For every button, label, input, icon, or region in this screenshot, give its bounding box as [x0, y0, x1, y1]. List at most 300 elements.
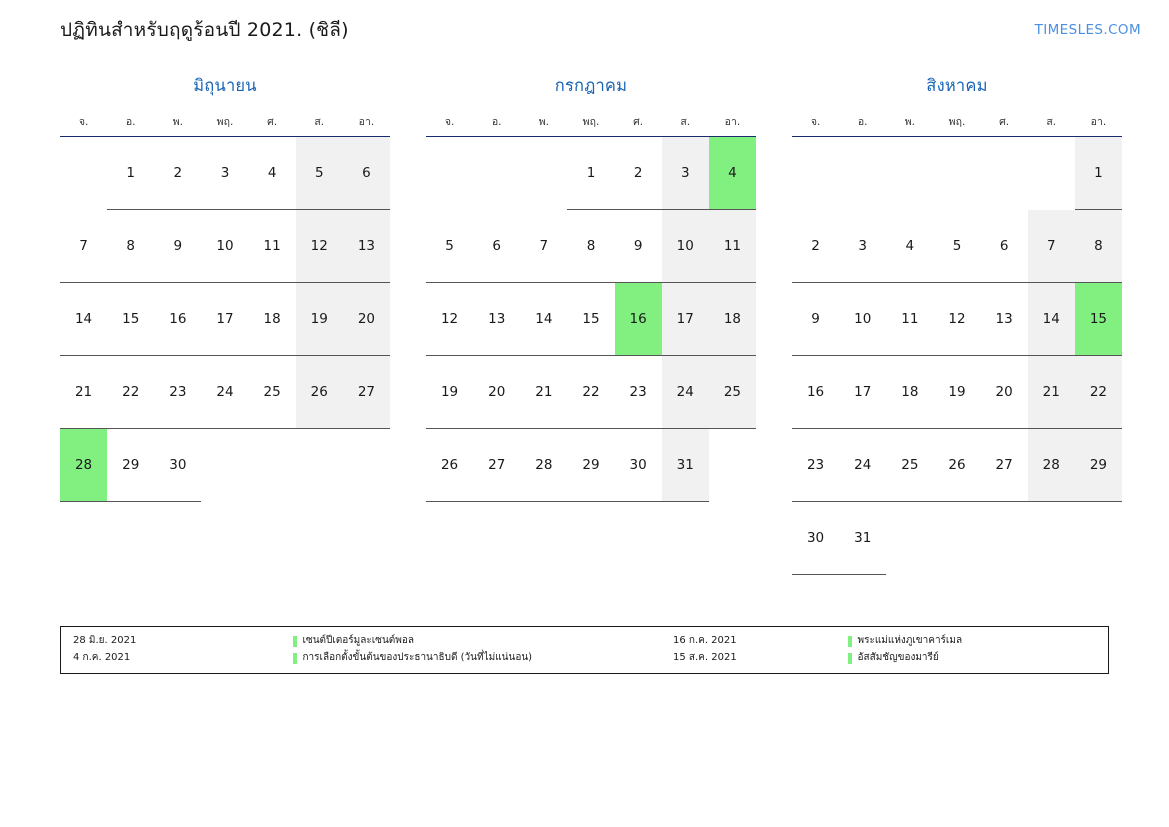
day-number: 30 [615, 429, 662, 502]
week-row [60, 210, 390, 283]
day-cell[interactable] [615, 429, 662, 502]
day-number: 29 [567, 429, 614, 502]
weekday-header-2: พ. [886, 111, 933, 137]
weekday-header-1: อ. [839, 111, 886, 137]
day-number [933, 137, 980, 210]
day-number [933, 502, 980, 575]
day-cell[interactable] [1075, 210, 1122, 283]
day-number: 31 [662, 429, 709, 502]
legend-text: การเลือกตั้งขั้นต้นของประธานาธิบดี (วันที่ไม่แน่นอน) [302, 652, 533, 663]
day-cell-empty [792, 136, 839, 210]
day-number: 13 [981, 283, 1028, 356]
legend-entry-date [673, 651, 848, 665]
day-cell[interactable] [886, 283, 933, 356]
month-body-1 [426, 136, 756, 502]
day-number: 23 [615, 356, 662, 429]
day-number: 6 [473, 210, 520, 283]
legend-entry-date [73, 651, 293, 665]
day-cell-empty [886, 502, 933, 575]
day-number: 18 [249, 283, 296, 356]
day-number: 21 [1028, 356, 1075, 429]
day-cell-empty [709, 429, 756, 502]
day-cell-empty [201, 429, 248, 502]
day-number: 24 [839, 429, 886, 502]
day-cell[interactable] [567, 136, 614, 210]
day-number: 29 [1075, 429, 1122, 502]
day-number: 20 [981, 356, 1028, 429]
day-number: 17 [662, 283, 709, 356]
day-number: 30 [154, 429, 201, 502]
day-cell-holiday[interactable] [1075, 283, 1122, 356]
day-cell[interactable] [60, 283, 107, 356]
day-cell[interactable] [201, 283, 248, 356]
day-cell[interactable] [107, 136, 154, 210]
day-number: 4 [709, 137, 756, 210]
day-number [1075, 502, 1122, 575]
day-number [1028, 502, 1075, 575]
weekday-header-6: อา. [1075, 111, 1122, 137]
legend-text: 4 ก.ค. 2021 [73, 652, 131, 663]
weekday-header-row [792, 111, 1122, 137]
week-row [60, 283, 390, 356]
day-cell[interactable] [662, 210, 709, 283]
day-cell-empty [1028, 136, 1075, 210]
day-number: 18 [709, 283, 756, 356]
day-cell[interactable] [1075, 356, 1122, 429]
legend-text: อัสสัมชัญของมารีย์ [857, 652, 939, 663]
day-cell[interactable] [154, 136, 201, 210]
day-cell-holiday[interactable] [709, 136, 756, 210]
day-cell-empty [981, 136, 1028, 210]
day-number: 5 [296, 137, 343, 210]
day-number: 1 [567, 137, 614, 210]
day-number [520, 137, 567, 210]
day-number: 14 [60, 283, 107, 356]
day-number: 20 [343, 283, 390, 356]
day-number: 22 [107, 356, 154, 429]
day-number [709, 429, 756, 502]
day-number: 12 [426, 283, 473, 356]
week-row [426, 210, 756, 283]
legend-entry-label [293, 651, 673, 665]
day-cell[interactable] [933, 356, 980, 429]
day-number: 15 [1075, 283, 1122, 356]
day-number: 24 [201, 356, 248, 429]
day-cell[interactable] [615, 356, 662, 429]
legend-dates-left [73, 634, 293, 665]
day-cell[interactable] [343, 283, 390, 356]
day-number [886, 502, 933, 575]
day-cell[interactable] [520, 283, 567, 356]
weekday-header-1: อ. [473, 111, 520, 137]
weekday-header-0: จ. [426, 111, 473, 137]
day-number: 20 [473, 356, 520, 429]
day-number: 28 [520, 429, 567, 502]
day-cell[interactable] [615, 210, 662, 283]
day-number: 26 [933, 429, 980, 502]
day-number [201, 429, 248, 502]
day-cell[interactable] [839, 356, 886, 429]
day-cell-empty [249, 429, 296, 502]
day-number: 7 [1028, 210, 1075, 283]
day-number: 25 [249, 356, 296, 429]
day-cell-empty [426, 136, 473, 210]
week-row [792, 502, 1122, 575]
day-number: 5 [426, 210, 473, 283]
day-cell[interactable] [296, 136, 343, 210]
day-number: 3 [201, 137, 248, 210]
weekday-header-0: จ. [60, 111, 107, 137]
day-number: 15 [567, 283, 614, 356]
day-number: 8 [567, 210, 614, 283]
day-number: 7 [520, 210, 567, 283]
day-cell[interactable] [296, 356, 343, 429]
day-cell[interactable] [981, 356, 1028, 429]
day-cell-empty [520, 136, 567, 210]
day-number: 11 [709, 210, 756, 283]
day-cell[interactable] [839, 210, 886, 283]
weekday-header-0: จ. [792, 111, 839, 137]
day-number: 1 [107, 137, 154, 210]
legend-text: 28 มิ.ย. 2021 [73, 635, 137, 646]
day-cell[interactable] [709, 283, 756, 356]
day-cell[interactable] [933, 210, 980, 283]
day-number: 28 [1028, 429, 1075, 502]
day-number: 19 [933, 356, 980, 429]
day-number: 26 [296, 356, 343, 429]
day-number: 1 [1075, 137, 1122, 210]
day-cell[interactable] [1028, 210, 1075, 283]
day-cell[interactable] [567, 429, 614, 502]
day-number: 2 [615, 137, 662, 210]
day-cell[interactable] [567, 356, 614, 429]
month-block-1 [426, 73, 756, 575]
day-cell[interactable] [839, 283, 886, 356]
weekday-header-1: อ. [107, 111, 154, 137]
day-cell[interactable] [520, 210, 567, 283]
weekday-header-3: พฤ. [933, 111, 980, 137]
weekday-header-5: ส. [296, 111, 343, 137]
day-cell[interactable] [107, 429, 154, 502]
day-cell[interactable] [249, 283, 296, 356]
day-cell[interactable] [792, 356, 839, 429]
day-number: 3 [662, 137, 709, 210]
day-cell[interactable] [426, 210, 473, 283]
day-number: 27 [343, 356, 390, 429]
week-row [426, 136, 756, 210]
day-cell-empty [933, 502, 980, 575]
weekday-header-4: ศ. [615, 111, 662, 137]
weekday-header-2: พ. [520, 111, 567, 137]
day-number: 21 [60, 356, 107, 429]
day-cell[interactable] [154, 283, 201, 356]
day-number: 5 [933, 210, 980, 283]
day-cell-empty [933, 136, 980, 210]
day-cell[interactable] [792, 429, 839, 502]
day-cell[interactable] [839, 502, 886, 575]
day-cell[interactable] [981, 210, 1028, 283]
week-row [426, 429, 756, 502]
day-number: 12 [296, 210, 343, 283]
day-number: 30 [792, 502, 839, 575]
legend-entry-label [848, 634, 1098, 648]
day-cell[interactable] [792, 210, 839, 283]
legend-box [60, 626, 1109, 674]
day-number: 21 [520, 356, 567, 429]
day-cell[interactable] [249, 210, 296, 283]
day-cell[interactable] [709, 356, 756, 429]
weekday-header-3: พฤ. [567, 111, 614, 137]
legend-text: เซนต์ปีเตอร์มูละเซนต์พอล [302, 635, 415, 646]
day-cell[interactable] [520, 429, 567, 502]
legend-labels-left [293, 634, 673, 665]
day-cell-empty [981, 502, 1028, 575]
day-cell[interactable] [886, 210, 933, 283]
day-number: 18 [886, 356, 933, 429]
day-cell[interactable] [426, 356, 473, 429]
day-number: 23 [792, 429, 839, 502]
month-title: มิถุนายน [193, 75, 257, 95]
day-number: 14 [1028, 283, 1075, 356]
day-cell[interactable] [662, 283, 709, 356]
month-block-0 [60, 73, 390, 575]
day-cell[interactable] [426, 283, 473, 356]
day-cell[interactable] [60, 210, 107, 283]
day-number: 6 [981, 210, 1028, 283]
day-cell[interactable] [615, 136, 662, 210]
day-cell[interactable] [709, 210, 756, 283]
day-number: 31 [839, 502, 886, 575]
day-cell[interactable] [520, 356, 567, 429]
day-cell[interactable] [473, 429, 520, 502]
day-cell[interactable] [1028, 429, 1075, 502]
day-number: 22 [1075, 356, 1122, 429]
day-cell[interactable] [1075, 429, 1122, 502]
day-cell[interactable] [886, 429, 933, 502]
day-cell[interactable] [249, 356, 296, 429]
day-cell[interactable] [201, 136, 248, 210]
legend-entry-label [293, 634, 673, 648]
day-number: 16 [792, 356, 839, 429]
day-number: 11 [249, 210, 296, 283]
week-row [60, 356, 390, 429]
legend-text: พระแม่แห่งภูเขาคาร์เมล [857, 635, 963, 646]
day-number: 3 [839, 210, 886, 283]
day-cell[interactable] [473, 356, 520, 429]
day-number: 10 [839, 283, 886, 356]
day-cell[interactable] [567, 210, 614, 283]
day-number [343, 429, 390, 502]
day-number: 16 [154, 283, 201, 356]
legend-entry-date [73, 634, 293, 648]
day-cell[interactable] [1028, 283, 1075, 356]
day-number: 25 [886, 429, 933, 502]
week-row [426, 283, 756, 356]
day-cell[interactable] [426, 429, 473, 502]
day-cell-empty [1028, 502, 1075, 575]
day-number: 8 [1075, 210, 1122, 283]
day-cell-holiday[interactable] [60, 429, 107, 502]
legend-color-swatch [293, 653, 297, 664]
day-number [981, 137, 1028, 210]
legend-color-swatch [293, 636, 297, 647]
day-cell-empty [839, 136, 886, 210]
day-cell[interactable] [201, 210, 248, 283]
day-number: 2 [792, 210, 839, 283]
legend-entry-date [673, 634, 848, 648]
day-number: 22 [567, 356, 614, 429]
week-row [60, 429, 390, 502]
day-number: 16 [615, 283, 662, 356]
weekday-header-6: อา. [709, 111, 756, 137]
day-cell-empty [60, 136, 107, 210]
legend-entry-label [848, 651, 1098, 665]
day-number: 19 [296, 283, 343, 356]
day-number [473, 137, 520, 210]
day-number [981, 502, 1028, 575]
legend-labels-right [848, 634, 1098, 665]
day-number [426, 137, 473, 210]
day-cell-empty [1075, 502, 1122, 575]
day-cell-empty [296, 429, 343, 502]
day-cell[interactable] [473, 283, 520, 356]
day-cell-empty [473, 136, 520, 210]
week-row [792, 210, 1122, 283]
months-container [60, 43, 1169, 575]
day-number: 11 [886, 283, 933, 356]
month-body-0 [60, 136, 390, 502]
day-number: 23 [154, 356, 201, 429]
page-title: ปฏิทินสำหรับฤดูร้อนปี 2021. (ชิลี) [60, 19, 349, 41]
month-calendar-table [426, 111, 756, 502]
day-cell[interactable] [343, 356, 390, 429]
day-number: 6 [343, 137, 390, 210]
weekday-header-row [426, 111, 756, 137]
day-number [296, 429, 343, 502]
day-cell[interactable] [154, 429, 201, 502]
day-number: 19 [426, 356, 473, 429]
day-number: 4 [886, 210, 933, 283]
day-cell[interactable] [981, 283, 1028, 356]
day-cell[interactable] [107, 210, 154, 283]
day-cell[interactable] [662, 356, 709, 429]
day-cell[interactable] [792, 502, 839, 575]
day-number: 25 [709, 356, 756, 429]
month-calendar-table [60, 111, 390, 502]
day-number: 14 [520, 283, 567, 356]
day-number: 4 [249, 137, 296, 210]
day-cell[interactable] [154, 356, 201, 429]
day-number: 15 [107, 283, 154, 356]
day-number: 29 [107, 429, 154, 502]
day-cell[interactable] [662, 136, 709, 210]
week-row [60, 136, 390, 210]
day-number: 8 [107, 210, 154, 283]
day-cell[interactable] [473, 210, 520, 283]
day-number: 24 [662, 356, 709, 429]
day-cell[interactable] [886, 356, 933, 429]
weekday-header-6: อา. [343, 111, 390, 137]
day-number: 10 [201, 210, 248, 283]
month-title: กรกฎาคม [554, 75, 628, 95]
day-cell[interactable] [839, 429, 886, 502]
month-body-2 [792, 136, 1122, 575]
day-number [60, 137, 107, 210]
day-cell[interactable] [792, 283, 839, 356]
day-number: 13 [473, 283, 520, 356]
day-cell[interactable] [154, 210, 201, 283]
legend-color-swatch [848, 636, 852, 647]
day-number: 7 [60, 210, 107, 283]
day-number: 9 [615, 210, 662, 283]
day-cell[interactable] [933, 429, 980, 502]
day-cell[interactable] [107, 356, 154, 429]
legend-text: 15 ส.ค. 2021 [673, 652, 737, 663]
day-cell[interactable] [107, 283, 154, 356]
day-number: 13 [343, 210, 390, 283]
day-cell[interactable] [567, 283, 614, 356]
day-number: 2 [154, 137, 201, 210]
weekday-header-row [60, 111, 390, 137]
day-cell-empty [343, 429, 390, 502]
day-cell[interactable] [1028, 356, 1075, 429]
day-number [1028, 137, 1075, 210]
month-calendar-table [792, 111, 1122, 575]
weekday-header-5: ส. [1028, 111, 1075, 137]
day-number [886, 137, 933, 210]
day-number [249, 429, 296, 502]
day-cell[interactable] [933, 283, 980, 356]
day-number: 26 [426, 429, 473, 502]
day-number [839, 137, 886, 210]
day-number: 9 [792, 283, 839, 356]
day-cell[interactable] [296, 283, 343, 356]
week-row [792, 429, 1122, 502]
day-cell[interactable] [60, 356, 107, 429]
legend-text: 16 ก.ค. 2021 [673, 635, 737, 646]
day-cell[interactable] [343, 210, 390, 283]
month-block-2 [792, 73, 1122, 575]
day-number: 12 [933, 283, 980, 356]
day-cell[interactable] [662, 429, 709, 502]
day-number: 17 [201, 283, 248, 356]
day-number [792, 137, 839, 210]
site-brand[interactable]: TIMESLES.COM [1034, 22, 1141, 38]
week-row [792, 356, 1122, 429]
week-row [792, 136, 1122, 210]
day-cell[interactable] [343, 136, 390, 210]
day-cell[interactable] [981, 429, 1028, 502]
day-number: 9 [154, 210, 201, 283]
day-cell-holiday[interactable] [615, 283, 662, 356]
day-number: 17 [839, 356, 886, 429]
day-cell[interactable] [296, 210, 343, 283]
week-row [792, 283, 1122, 356]
day-number: 10 [662, 210, 709, 283]
week-row [426, 356, 756, 429]
legend-color-swatch [848, 653, 852, 664]
weekday-header-4: ศ. [981, 111, 1028, 137]
day-cell[interactable] [249, 136, 296, 210]
page-header [0, 0, 1169, 43]
day-cell[interactable] [1075, 136, 1122, 210]
legend-dates-right [673, 634, 848, 665]
day-number: 27 [473, 429, 520, 502]
day-number: 28 [60, 429, 107, 502]
day-number: 27 [981, 429, 1028, 502]
day-cell[interactable] [201, 356, 248, 429]
day-cell-empty [886, 136, 933, 210]
